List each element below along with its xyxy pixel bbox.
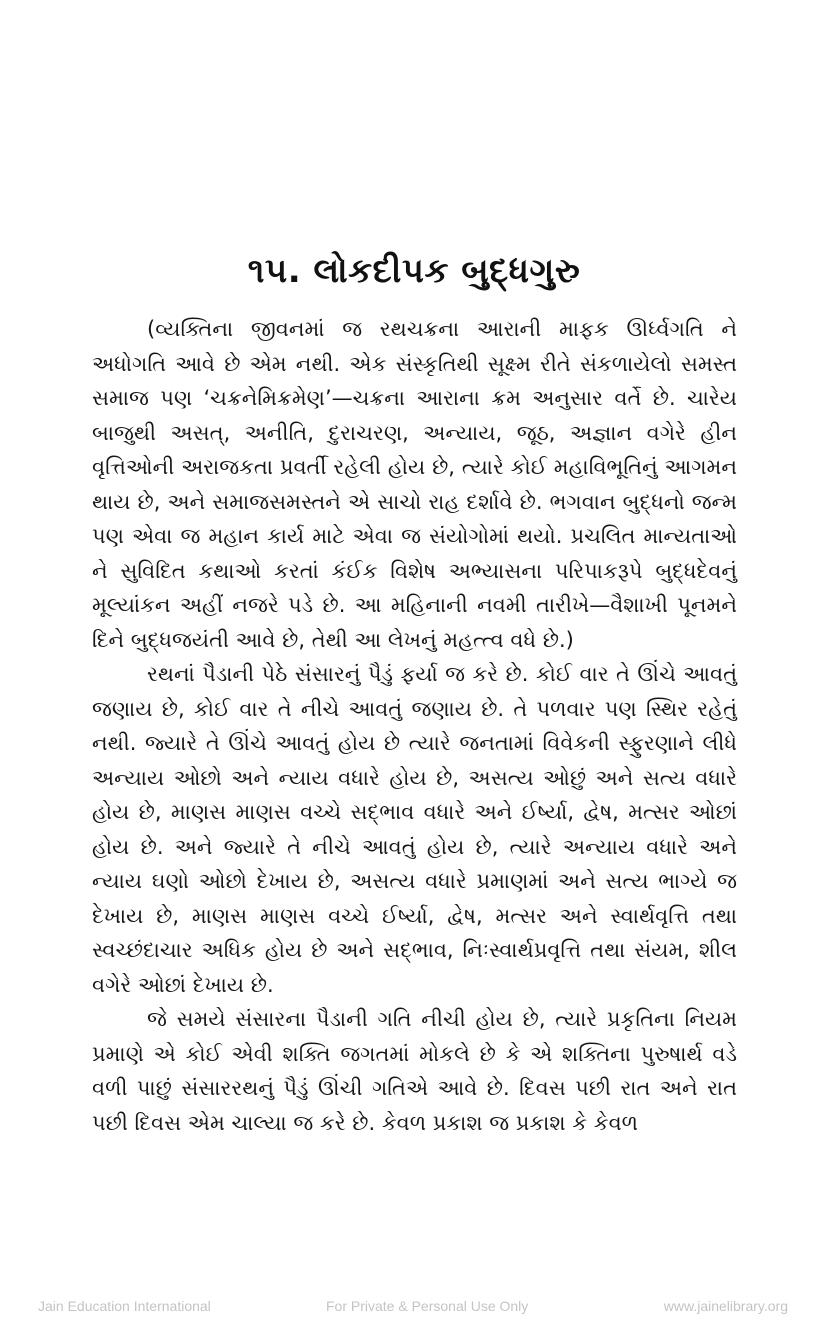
footer-usage-note: For Private & Personal Use Only bbox=[326, 1298, 529, 1314]
intro-paragraph: (વ્યક્તિના જીવનમાં જ રથચક્રના આરાની માફક ઊર્ધ્વગતિ ને અધોગતિ આવે છે એમ નથી. એક સંસ્કૃતિથી સૂક્ષ્મ રીતે સંકળાયેલો સમસ્ત સમાજ પણ ‘ચક્રનેમિક્રમેણ’—ચક્રના આરાના ક્રમ અનુસાર વર્તે છે. ચારેય બાજુથી અસત્, અનીતિ, દુરાચરણ, અન્યાય, જૂઠ, અજ્ઞાન વગેરે હીન વૃત્તિઓની અરાજકતા પ્રવર્તી રહેલી હોય છે, ત્યારે કોઈ મહાવિભૂતિનું આગમન થાય છે, અને સમાજસમસ્તને એ સાચો રાહ દર્શાવે છે. ભગવાન બુદ્ધનો જન્મ પણ એવા જ મહાન કાર્ય માટે એવા જ સંયોગોમાં થયો. પ્રચલિત માન્યતાઓ ને સુવિદિત કથાઓ કરતાં કંઈક વિશેષ અભ્યાસના પરિપાકરૂપે બુદ્ધદેવનું મૂલ્યાંકન અહીં નજરે પડે છે. આ મહિનાની નવમી તારીખે—વૈશાખી પૂનમને દિને બુદ્ધજયંતી આવે છે, તેથી આ લેખનું મહત્ત્વ વધે છે.) bbox=[92, 317, 737, 652]
page-footer bbox=[0, 1298, 828, 1318]
footer-website-link[interactable]: www.jainelibrary.org bbox=[663, 1298, 788, 1314]
chapter-title: ૧૫. લોકદીપક બુદ્ધગુરુ bbox=[247, 250, 581, 291]
body-text bbox=[92, 312, 737, 1140]
body-paragraph: રથનાં પૈડાની પેઠે સંસારનું પૈડું ફર્યા જ કરે છે. કોઈ વાર તે ઊંચે આવતું જણાય છે, કોઈ વાર તે નીચે આવતું જણાય છે. તે પળવાર પણ સ્થિર રહેતું નથી. જ્યારે તે ઊંચે આવતું હોય છે ત્યારે જનતામાં વિવેકની સ્ફુરણાને લીધે અન્યાય ઓછો અને ન્યાય વધારે હોય છે, અસત્ય ઓછું અને સત્ય વધારે હોય છે, માણસ માણસ વચ્ચે સદ્ભાવ વધારે અને ઈર્ષ્યા, દ્વેષ, મત્સર ઓછાં હોય છે. અને જ્યારે તે નીચે આવતું હોય છે, ત્યારે અન્યાય વધારે અને ન્યાય ઘણો ઓછો દેખાય છે, અસત્ય વધારે પ્રમાણમાં અને સત્ય ભાગ્યે જ દેખાય છે, માણસ માણસ વચ્ચે ઈર્ષ્યા, દ્વેષ, મત્સર અને સ્વાર્થવૃત્તિ તથા સ્વચ્છંદાચાર અધિક હોય છે અને સદ્ભાવ, નિઃસ્વાર્થપ્રવૃત્તિ તથા સંયમ, શીલ વગેરે ઓછાં દેખાય છે. bbox=[92, 662, 737, 997]
footer-publisher: Jain Education International bbox=[38, 1298, 211, 1314]
body-paragraph: જે સમયે સંસારના પૈડાની ગતિ નીચી હોય છે, ત્યારે પ્રકૃતિના નિયમ પ્રમાણે એ કોઈ એવી શક્તિ જગતમાં મોકલે છે કે એ શક્તિના પુરુષાર્થ વડે વળી પાછું સંસારરથનું પૈડું ઊંચી ગતિએ આવે છે. દિવસ પછી રાત અને રાત પછી દિવસ એમ ચાલ્યા જ કરે છે. કેવળ પ્રકાશ જ પ્રકાશ કે કેવળ bbox=[92, 1007, 737, 1135]
